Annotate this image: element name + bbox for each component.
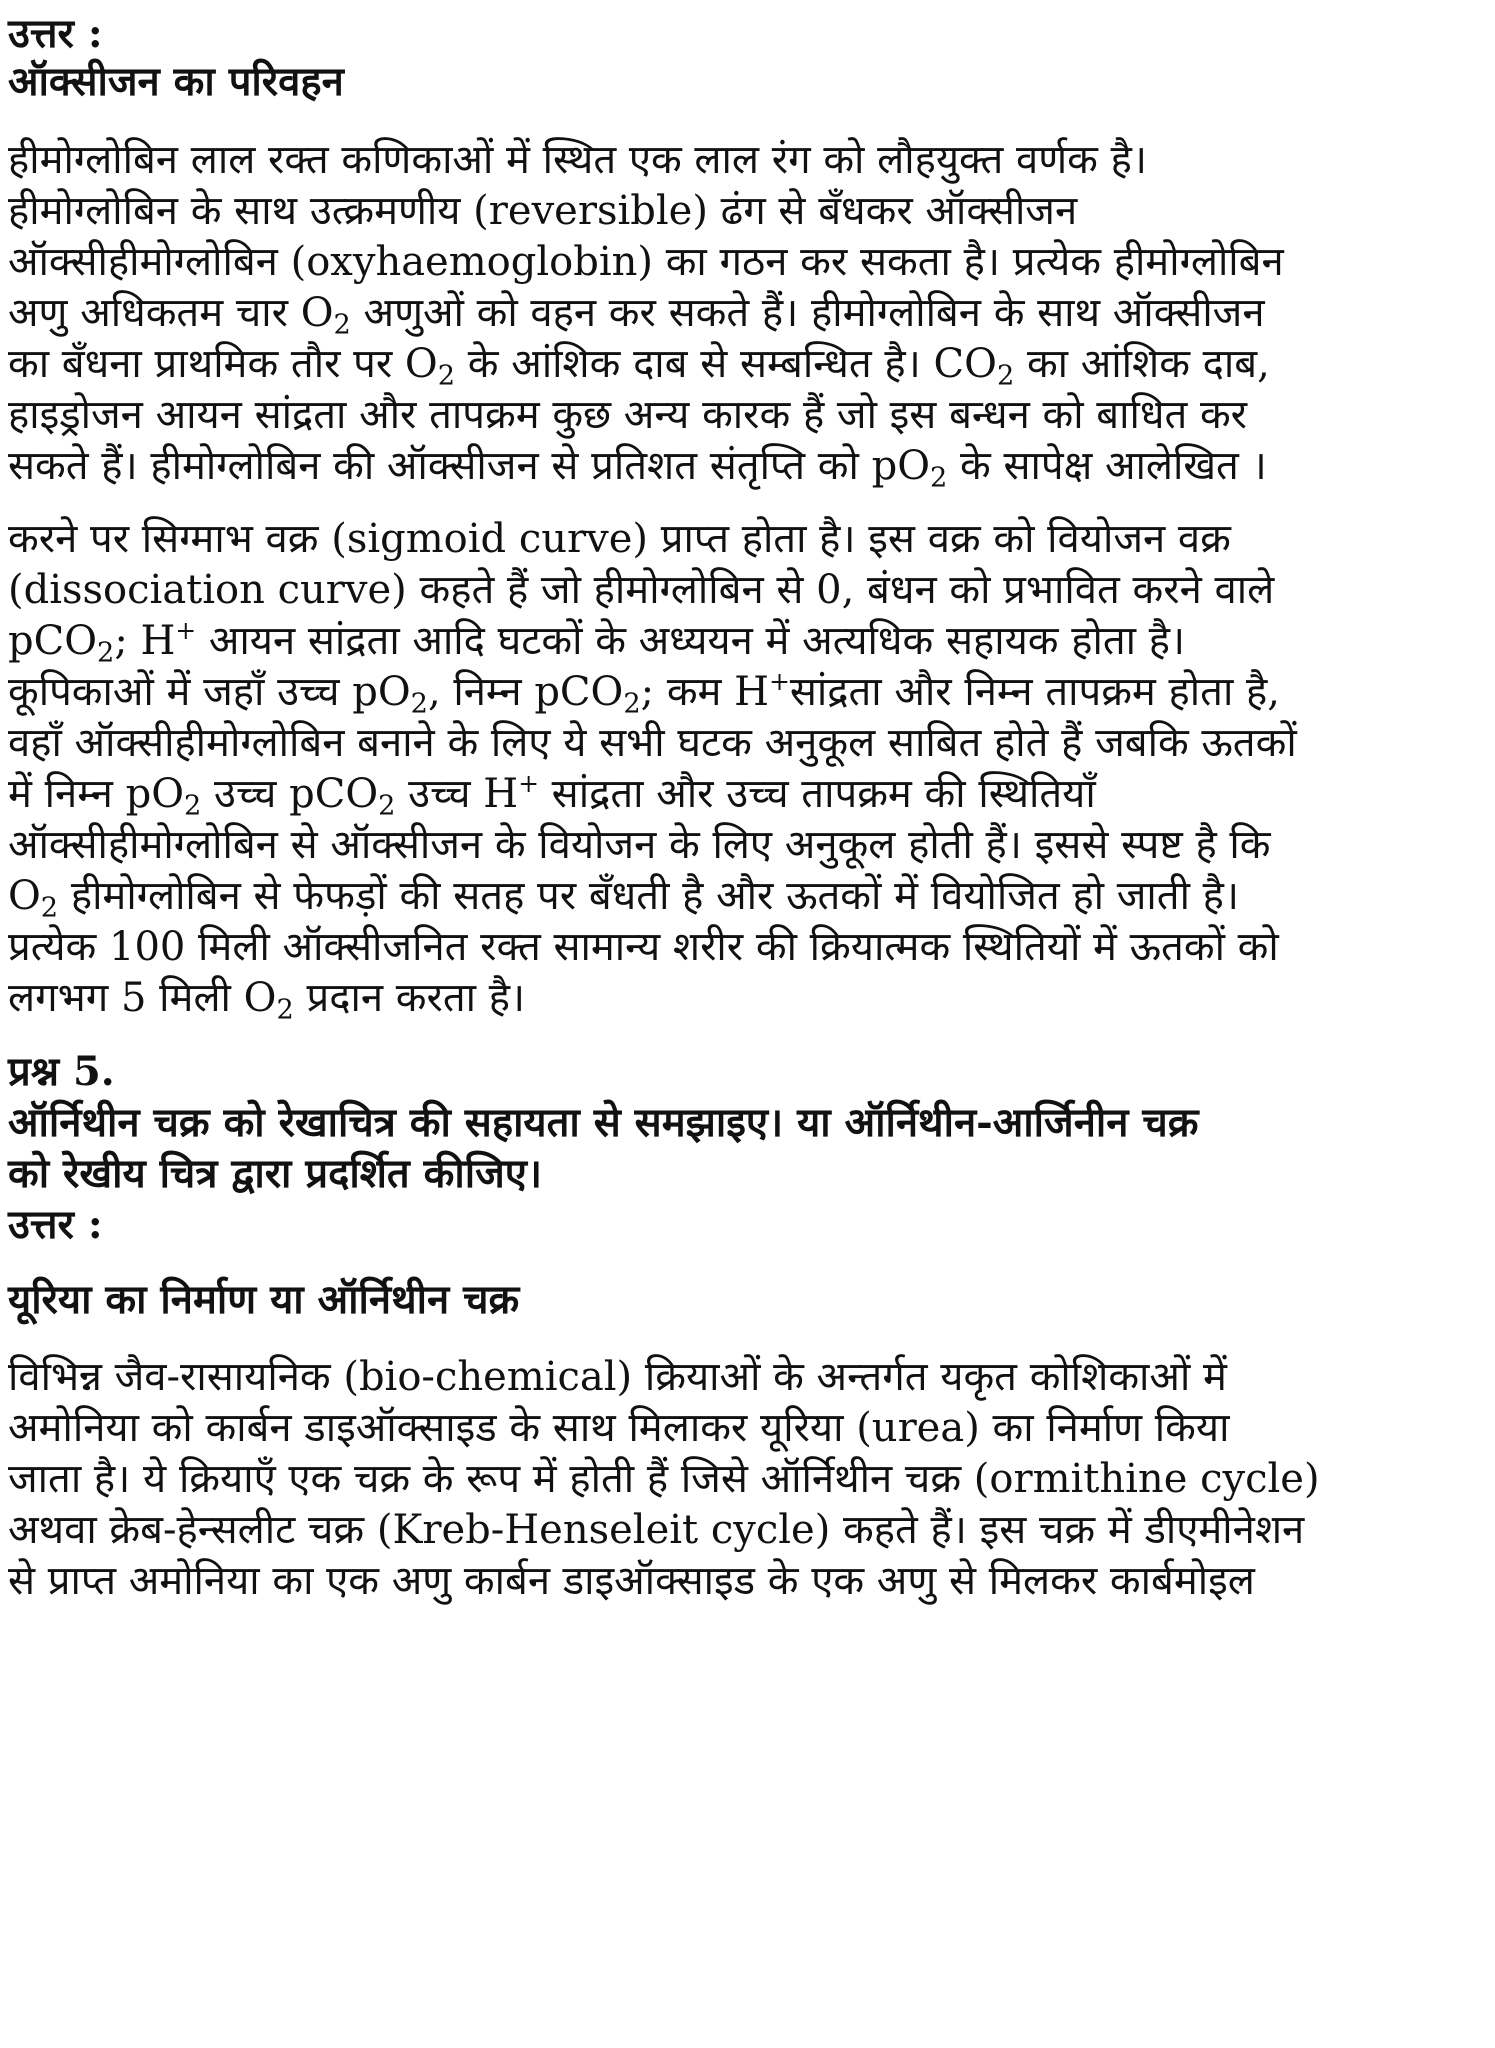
superscript: +	[769, 667, 790, 697]
question-number: प्रश्न 5.	[8, 1048, 115, 1095]
text-run: सांद्रता और उच्च तापक्रम की स्थितियाँ	[538, 771, 1096, 817]
text-run: आयन सांद्रता आदि घटकों के अध्ययन में अत्यधिक सहायक होता है।	[196, 618, 1186, 664]
text-run: का बँधना प्राथमिक तौर पर O	[8, 341, 438, 387]
text-run: हीमोग्लोबिन लाल रक्त कणिकाओं में स्थित एक लाल रंग को लौहयुक्त वर्णक है।	[8, 137, 1147, 183]
subscript: 2	[437, 360, 456, 392]
text-run: प्रदान करता है।	[293, 975, 526, 1021]
text-run: (dissociation curve) कहते हैं जो हीमोग्लोबिन से 0, बंधन को प्रभावित करने वाले	[8, 567, 1275, 613]
answer-label: उत्तर :	[8, 10, 103, 57]
text-run: सांद्रता और निम्न तापक्रम होता है,	[789, 669, 1280, 715]
text-run: ; कम H	[640, 669, 770, 715]
text-run: O	[8, 873, 41, 919]
text-run: अणु अधिकतम चार O	[8, 290, 334, 336]
text-run: अमोनिया को कार्बन डाइऑक्साइड के साथ मिलाकर यूरिया (urea) का निर्माण किया	[8, 1405, 1230, 1451]
subscript: 2	[623, 688, 641, 720]
superscript: +	[518, 769, 539, 799]
text-run: हीमोग्लोबिन से फेफड़ों की सतह पर बँधती है और ऊतकों में वियोजित हो जाती है।	[58, 873, 1240, 919]
text-run: लगभग 5 मिली O	[8, 975, 277, 1021]
text-run: प्रत्येक 100 मिली ऑक्सीजनित रक्त सामान्य शरीर की क्रियात्मक स्थितियों में ऊतकों को	[8, 924, 1279, 970]
text-run: ; H	[114, 618, 176, 664]
text-run: के आंशिक दाब से सम्बन्धित है। CO	[455, 341, 997, 387]
text-run: pCO	[8, 618, 98, 664]
superscript: +	[175, 616, 197, 646]
subscript: 2	[378, 790, 396, 822]
text-line	[8, 1551, 1255, 1611]
text-line	[8, 968, 525, 1028]
subscript: 2	[930, 462, 948, 494]
text-run: उच्च pCO	[201, 771, 379, 817]
text-run: सकते हैं। हीमोग्लोबिन की ऑक्सीजन से प्रतिशत संतृप्ति को pO	[8, 443, 930, 489]
text-run: करने पर सिग्माभ वक्र (sigmoid curve) प्राप्त होता है। इस वक्र को वियोजन वक्र	[8, 516, 1231, 562]
question-text: को रेखीय चित्र द्वारा प्रदर्शित कीजिए।	[8, 1150, 543, 1197]
text-run: हीमोग्लोबिन के साथ उत्क्रमणीय (reversible) ढंग से बँधकर ऑक्सीजन	[8, 188, 1078, 234]
text-run: के सापेक्ष आलेखित ।	[947, 443, 1267, 489]
subscript: 2	[184, 790, 202, 822]
text-run: , निम्न pCO	[427, 669, 624, 715]
text-run: अणुओं को वहन कर सकते हैं। हीमोग्लोबिन के साथ ऑक्सीजन	[350, 290, 1265, 336]
question-text: ऑर्निथीन चक्र को रेखाचित्र की सहायता से समझाइए। या ऑर्निथीन-आर्जिनीन चक्र	[8, 1099, 1199, 1146]
text-run: का आंशिक दाब,	[1014, 341, 1270, 387]
text-run: वहाँ ऑक्सीहीमोग्लोबिन बनाने के लिए ये सभी घटक अनुकूल साबित होते हैं जबकि ऊतकों	[8, 720, 1297, 766]
section-heading: यूरिया का निर्माण या ऑर्निथीन चक्र	[8, 1276, 520, 1323]
text-run: कूपिकाओं में जहाँ उच्च pO	[8, 669, 411, 715]
text-run: में निम्न pO	[8, 771, 184, 817]
subscript: 2	[97, 637, 115, 669]
text-run: ऑक्सीहीमोग्लोबिन (oxyhaemoglobin) का गठन कर सकता है। प्रत्येक हीमोग्लोबिन	[8, 239, 1284, 285]
text-run: हाइड्रोजन आयन सांद्रता और तापक्रम कुछ अन्य कारक हैं जो इस बन्धन को बाधित कर	[8, 392, 1248, 438]
subscript: 2	[333, 309, 351, 341]
text-line	[8, 436, 1267, 496]
section-heading: ऑक्सीजन का परिवहन	[8, 58, 344, 105]
subscript: 2	[996, 360, 1015, 392]
text-run: विभिन्न जैव-रासायनिक (bio-chemical) क्रियाओं के अन्तर्गत यकृत कोशिकाओं में	[8, 1354, 1227, 1400]
text-run: जाता है। ये क्रियाएँ एक चक्र के रूप में होती हैं जिसे ऑर्निथीन चक्र (ormithine cycle)	[8, 1456, 1320, 1502]
text-run: ऑक्सीहीमोग्लोबिन से ऑक्सीजन के वियोजन के लिए अनुकूल होती हैं। इससे स्पष्ट है कि	[8, 822, 1271, 868]
subscript: 2	[40, 892, 59, 924]
subscript: 2	[410, 688, 428, 720]
text-run: से प्राप्त अमोनिया का एक अणु कार्बन डाइऑक्साइड के एक अणु से मिलकर कार्बमोइल	[8, 1558, 1255, 1604]
answer-label: उत्तर :	[8, 1201, 103, 1248]
text-run: उच्च H	[395, 771, 519, 817]
subscript: 2	[276, 994, 294, 1026]
text-run: अथवा क्रेब-हेन्सलीट चक्र (Kreb-Henseleit cycle) कहते हैं। इस चक्र में डीएमीनेशन	[8, 1507, 1305, 1553]
